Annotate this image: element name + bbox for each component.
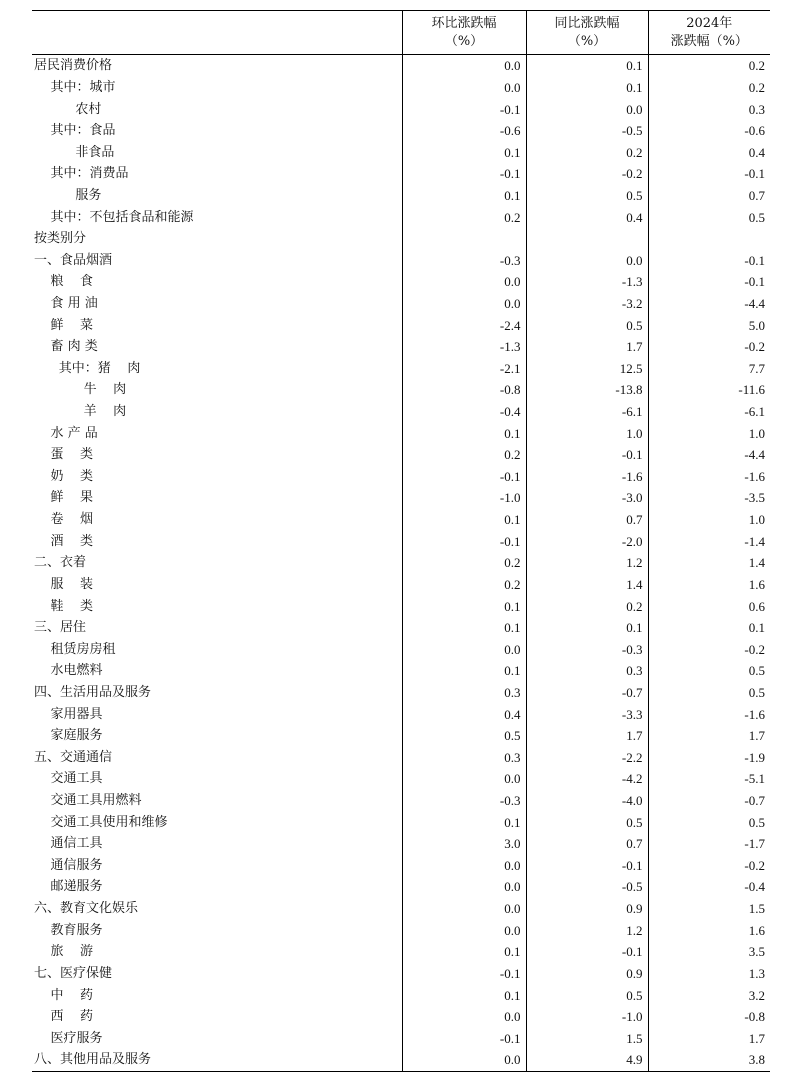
row-label: 鲜 果 [34,490,94,506]
table-row [32,876,770,898]
row-ytd-value: -0.2 [648,855,770,877]
row-yoy-value: 1.2 [526,552,648,574]
row-ytd-value [648,228,770,250]
header-mom-unit: （%） [444,33,484,49]
row-mom-value: -0.1 [402,530,526,552]
header-yoy-title: 同比涨跌幅 [554,15,620,31]
row-mom-value: 0.0 [402,898,526,920]
row-ytd-value: -5.1 [648,768,770,790]
row-label: 奶 类 [34,468,94,484]
row-label: 家用器具 [34,706,103,722]
row-label: 水电燃料 [34,663,103,679]
row-yoy-value: 0.7 [526,509,648,531]
row-yoy-value: 0.5 [526,984,648,1006]
row-ytd-value: -6.1 [648,401,770,423]
row-ytd-value: -1.6 [648,466,770,488]
table-row [32,77,770,99]
table-row [32,487,770,509]
row-ytd-value: 1.6 [648,919,770,941]
row-yoy-value: -0.5 [526,876,648,898]
table-row [32,682,770,704]
row-label: 卷 烟 [34,512,94,528]
header-mom-title: 环比涨跌幅 [431,15,497,31]
table-row [32,941,770,963]
row-yoy-value: 0.9 [526,963,648,985]
row-label: 非食品 [34,144,115,160]
table-row [32,833,770,855]
table-row [32,509,770,531]
row-ytd-value: -1.7 [648,833,770,855]
row-mom-value: 0.2 [402,574,526,596]
row-yoy-value: 0.5 [526,811,648,833]
row-yoy-value: -3.3 [526,703,648,725]
row-label: 其中：消费品 [34,166,129,182]
row-label: 蛋 类 [34,447,94,463]
row-ytd-value: 7.7 [648,358,770,380]
row-mom-value: -1.3 [402,336,526,358]
row-label: 羊 肉 [34,404,127,420]
row-ytd-value: 1.0 [648,422,770,444]
row-yoy-value: -4.0 [526,790,648,812]
row-mom-value: -0.8 [402,379,526,401]
row-ytd-value: -4.4 [648,293,770,315]
row-mom-value: 0.1 [402,617,526,639]
table-row [32,98,770,120]
row-yoy-value: -2.0 [526,530,648,552]
row-yoy-value: 0.2 [526,141,648,163]
row-ytd-value: 0.5 [648,682,770,704]
row-ytd-value: -1.6 [648,703,770,725]
row-ytd-value: 0.7 [648,185,770,207]
row-label: 其中：城市 [34,79,116,95]
row-yoy-value: -4.2 [526,768,648,790]
row-label: 通信服务 [34,857,103,873]
table-row [32,293,770,315]
header-ytd-unit: 涨跌幅（%） [670,33,748,49]
row-ytd-value: -1.4 [648,530,770,552]
row-ytd-value: 3.2 [648,984,770,1006]
table-row [32,206,770,228]
row-mom-value: -0.1 [402,98,526,120]
row-yoy-value: 0.1 [526,617,648,639]
row-ytd-value: 1.7 [648,1027,770,1049]
row-mom-value: -0.3 [402,249,526,271]
row-label: 其中：食品 [34,123,116,139]
row-mom-value: -0.4 [402,401,526,423]
row-mom-value: 0.0 [402,876,526,898]
row-label: 鞋 类 [34,598,94,614]
row-yoy-value: 1.0 [526,422,648,444]
table-row [32,595,770,617]
row-label: 邮递服务 [34,879,103,895]
row-yoy-value: 4.9 [526,1049,648,1071]
row-ytd-value: 0.5 [648,811,770,833]
row-label: 鲜 菜 [34,317,94,333]
table-row [32,552,770,574]
row-yoy-value: 0.5 [526,185,648,207]
row-label: 中 药 [34,987,94,1003]
row-label: 交通工具用燃料 [34,793,142,809]
row-mom-value: 0.1 [402,984,526,1006]
row-mom-value: 0.2 [402,206,526,228]
row-mom-value: -0.1 [402,163,526,185]
table-header [32,11,770,55]
row-label: 旅 游 [34,944,94,960]
row-ytd-value: -0.1 [648,163,770,185]
row-label: 西 药 [34,1009,94,1025]
row-mom-value: 0.1 [402,509,526,531]
row-yoy-value: -3.2 [526,293,648,315]
table-row [32,1049,770,1071]
row-label: 农村 [34,101,102,117]
table-row [32,120,770,142]
row-ytd-value: -0.2 [648,638,770,660]
row-label: 三、居住 [34,620,87,636]
table-row [32,855,770,877]
row-label: 七、医疗保健 [34,965,113,981]
header-yoy-unit: （%） [567,33,607,49]
row-mom-value: 0.0 [402,293,526,315]
row-label: 服务 [34,187,102,203]
row-mom-value: 0.3 [402,682,526,704]
row-yoy-value [526,228,648,250]
row-yoy-value: 12.5 [526,358,648,380]
row-mom-value: 0.1 [402,141,526,163]
row-mom-value [402,228,526,250]
row-ytd-value: 0.4 [648,141,770,163]
row-yoy-value: -0.3 [526,638,648,660]
table-row [32,249,770,271]
cpi-table [32,10,770,1072]
row-ytd-value: 3.5 [648,941,770,963]
row-ytd-value: 0.5 [648,660,770,682]
table-row [32,271,770,293]
row-ytd-value: 0.2 [648,77,770,99]
row-mom-value: 0.0 [402,855,526,877]
row-mom-value: 0.1 [402,185,526,207]
row-mom-value: 0.1 [402,941,526,963]
row-yoy-value: 0.0 [526,98,648,120]
row-yoy-value: -0.1 [526,855,648,877]
row-ytd-value: 0.1 [648,617,770,639]
table-row [32,141,770,163]
row-mom-value: 0.1 [402,660,526,682]
row-mom-value: 3.0 [402,833,526,855]
row-label: 六、教育文化娱乐 [34,901,139,917]
table-row [32,919,770,941]
table-row [32,638,770,660]
row-ytd-value: -4.4 [648,444,770,466]
table-row [32,725,770,747]
row-mom-value: 0.0 [402,77,526,99]
table-row [32,984,770,1006]
table-row [32,228,770,250]
row-mom-value: 0.0 [402,768,526,790]
header-category [32,11,402,55]
row-mom-value: -1.0 [402,487,526,509]
row-mom-value: -0.3 [402,790,526,812]
row-label: 居民消费价格 [34,58,113,74]
table-row [32,768,770,790]
row-mom-value: 0.0 [402,638,526,660]
table-row [32,530,770,552]
row-yoy-value: -0.2 [526,163,648,185]
table-row [32,163,770,185]
row-ytd-value: -3.5 [648,487,770,509]
row-mom-value: 0.1 [402,422,526,444]
row-yoy-value: -6.1 [526,401,648,423]
row-mom-value: 0.0 [402,919,526,941]
table-row [32,379,770,401]
header-ytd [648,11,770,55]
row-yoy-value: 1.7 [526,336,648,358]
row-mom-value: 0.3 [402,747,526,769]
row-yoy-value: -13.8 [526,379,648,401]
row-label: 酒 类 [34,533,94,549]
row-ytd-value: -1.9 [648,747,770,769]
row-yoy-value: 0.3 [526,660,648,682]
row-yoy-value: 0.0 [526,249,648,271]
row-label: 八、其他用品及服务 [32,1049,402,1071]
row-mom-value: -2.1 [402,358,526,380]
row-ytd-value: 0.3 [648,98,770,120]
row-ytd-value: -0.1 [648,249,770,271]
table-row [32,444,770,466]
row-ytd-value: 1.4 [648,552,770,574]
row-ytd-value: -0.8 [648,1006,770,1028]
row-ytd-value: 1.6 [648,574,770,596]
table-row [32,55,770,77]
row-label: 通信工具 [34,836,103,852]
row-ytd-value: -0.2 [648,336,770,358]
table-row [32,811,770,833]
table-row [32,336,770,358]
table-row [32,185,770,207]
row-yoy-value: 1.5 [526,1027,648,1049]
row-label: 其中：猪 肉 [34,360,141,376]
table-row [32,401,770,423]
row-ytd-value: 0.2 [648,55,770,77]
row-mom-value: -0.6 [402,120,526,142]
row-mom-value: -0.1 [402,466,526,488]
row-ytd-value: 5.0 [648,314,770,336]
table-row [32,617,770,639]
row-yoy-value: 1.4 [526,574,648,596]
header-yoy [526,11,648,55]
row-mom-value: 0.0 [402,271,526,293]
row-yoy-value: 1.7 [526,725,648,747]
row-yoy-value: -0.1 [526,941,648,963]
row-ytd-value: 1.3 [648,963,770,985]
row-label: 交通工具 [34,771,103,787]
row-yoy-value: -2.2 [526,747,648,769]
row-yoy-value: -0.1 [526,444,648,466]
row-ytd-value: 1.0 [648,509,770,531]
row-ytd-value: 1.5 [648,898,770,920]
row-yoy-value: 0.2 [526,595,648,617]
table-row [32,660,770,682]
table-row [32,314,770,336]
table-row [32,574,770,596]
row-yoy-value: 0.9 [526,898,648,920]
table-row [32,898,770,920]
row-label: 服 装 [34,576,94,592]
row-label: 家庭服务 [34,728,103,744]
table-row [32,466,770,488]
row-ytd-value: -0.6 [648,120,770,142]
row-yoy-value: 0.4 [526,206,648,228]
row-mom-value: 0.4 [402,703,526,725]
row-mom-value: 0.0 [402,1006,526,1028]
row-ytd-value: 0.6 [648,595,770,617]
table-row [32,1027,770,1049]
row-yoy-value: -3.0 [526,487,648,509]
row-label: 交通工具使用和维修 [34,814,168,830]
row-label: 牛 肉 [34,382,127,398]
table-row [32,703,770,725]
row-label: 二、衣着 [34,555,87,571]
row-label: 按类别分 [34,231,87,247]
header-mom [402,11,526,55]
row-mom-value: 0.2 [402,552,526,574]
row-label: 畜 肉 类 [34,339,98,355]
table-row [32,1006,770,1028]
row-label: 四、生活用品及服务 [34,684,152,700]
row-yoy-value: -0.7 [526,682,648,704]
row-yoy-value: -0.5 [526,120,648,142]
row-ytd-value: 1.7 [648,725,770,747]
row-label: 租赁房房租 [34,641,116,657]
row-label: 粮 食 [34,274,94,290]
row-label: 其中：不包括食品和能源 [34,209,194,225]
row-label: 食 用 油 [34,296,98,311]
row-ytd-value: -11.6 [648,379,770,401]
row-mom-value: -0.1 [402,963,526,985]
row-mom-value: 0.0 [402,55,526,77]
row-label: 五、交通通信 [34,749,113,765]
row-yoy-value: 0.7 [526,833,648,855]
header-ytd-title: 2024年 [686,15,733,31]
row-ytd-value: -0.4 [648,876,770,898]
row-ytd-value: -0.1 [648,271,770,293]
row-ytd-value: -0.7 [648,790,770,812]
row-mom-value: 0.5 [402,725,526,747]
table-row [32,790,770,812]
row-yoy-value: 1.2 [526,919,648,941]
row-mom-value: -2.4 [402,314,526,336]
row-ytd-value: 3.8 [648,1049,770,1071]
row-mom-value: 0.1 [402,811,526,833]
table-body [32,55,770,1072]
row-mom-value: 0.2 [402,444,526,466]
row-label: 医疗服务 [34,1030,103,1046]
row-label: 水 产 品 [34,425,98,441]
table-row [32,747,770,769]
row-yoy-value: -1.3 [526,271,648,293]
row-yoy-value: 0.5 [526,314,648,336]
row-yoy-value: -1.0 [526,1006,648,1028]
row-label: 教育服务 [34,922,103,938]
row-label: 一、食品烟酒 [34,252,113,268]
table-row [32,358,770,380]
table-row [32,963,770,985]
row-yoy-value: 0.1 [526,77,648,99]
row-ytd-value: 0.5 [648,206,770,228]
row-yoy-value: 0.1 [526,55,648,77]
row-mom-value: 0.1 [402,595,526,617]
row-mom-value: 0.0 [402,1049,526,1071]
row-mom-value: -0.1 [402,1027,526,1049]
table-row [32,422,770,444]
row-yoy-value: -1.6 [526,466,648,488]
